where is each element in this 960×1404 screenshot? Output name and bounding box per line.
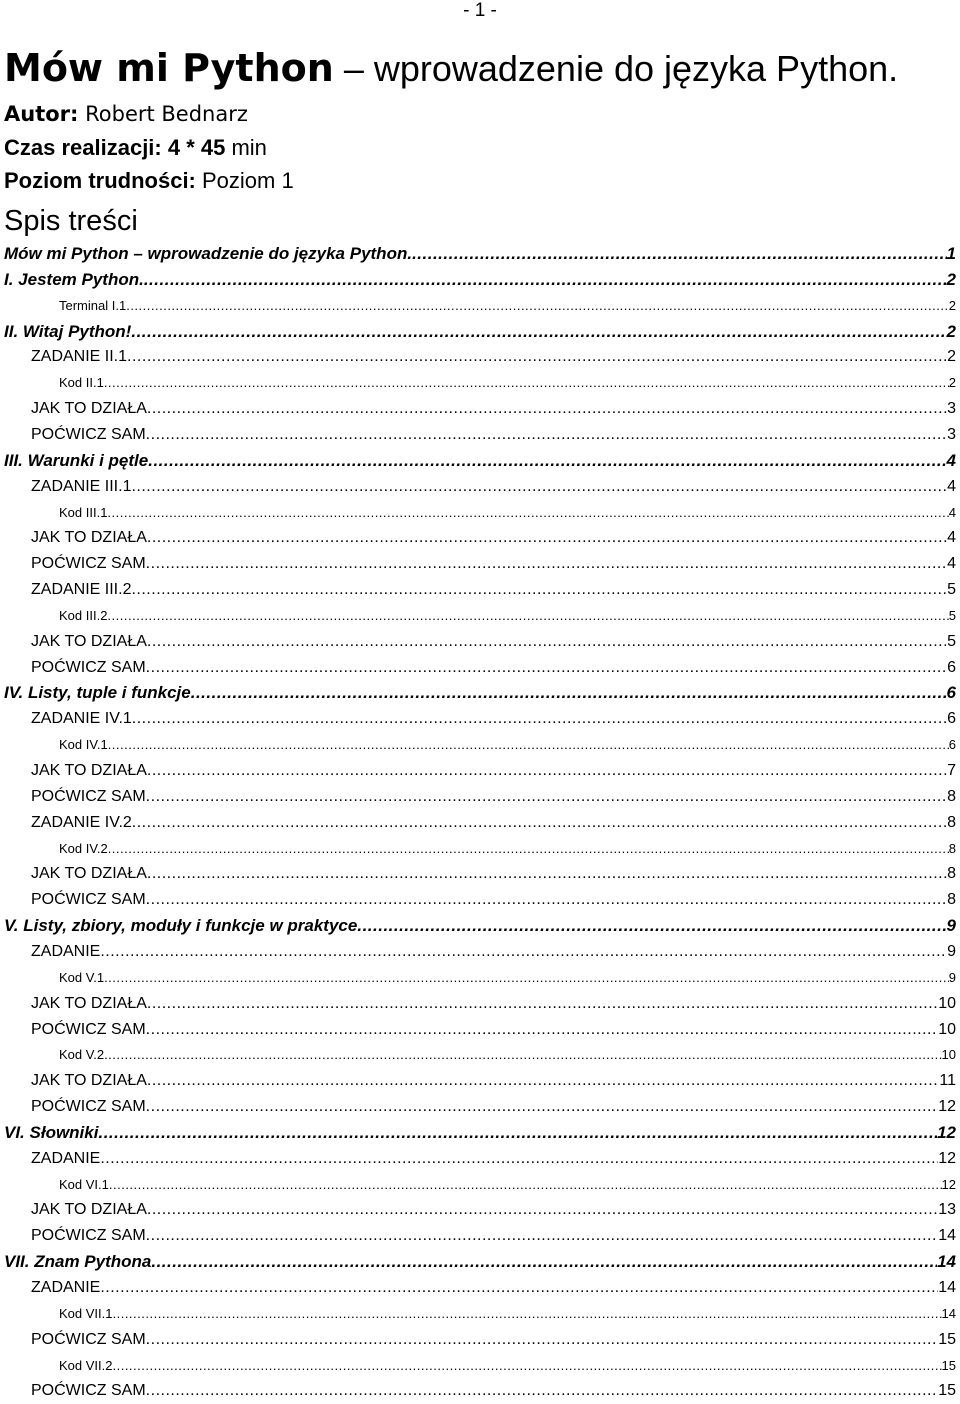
toc-entry-label: III. Warunki i pętle	[4, 451, 149, 470]
toc-entry-label: JAK TO DZIAŁA	[31, 633, 147, 650]
toc-entry-page: 5	[947, 633, 956, 650]
toc-entry[interactable]	[59, 603, 956, 629]
toc-entry-label: ZADANIE III.2	[31, 581, 132, 598]
toc-leader-dots	[108, 836, 949, 862]
toc-entry[interactable]	[31, 1146, 956, 1172]
toc-leader-dots	[147, 1068, 940, 1094]
toc-entry-label: Kod III.2	[59, 608, 108, 623]
toc-entry[interactable]	[59, 500, 956, 526]
toc-entry-label: POĆWICZ SAM	[31, 1382, 146, 1399]
toc-entry-page: 8	[948, 841, 956, 856]
duration-line	[4, 134, 267, 162]
toc-entry-page: 8	[947, 788, 956, 805]
toc-entry-label: POĆWICZ SAM	[31, 426, 146, 443]
page-number: - 1 -	[463, 0, 497, 21]
toc-entry-page: 6	[946, 683, 956, 702]
toc-leader-dots	[144, 267, 947, 293]
toc-entry-label: POĆWICZ SAM	[31, 1331, 146, 1348]
toc-entry-label: ZADANIE	[31, 1279, 101, 1296]
toc-entry-label: JAK TO DZIAŁA	[31, 400, 147, 417]
toc-entry-label: VII. Znam Pythona	[4, 1252, 152, 1271]
toc-leader-dots	[147, 396, 947, 422]
toc-entry[interactable]	[31, 474, 956, 500]
author-value: Robert Bednarz	[78, 102, 248, 126]
toc-entry[interactable]	[31, 1275, 956, 1301]
toc-entry-page: 4	[946, 451, 956, 470]
toc-entry-page: 4	[947, 478, 956, 495]
difficulty-line	[4, 167, 294, 195]
toc-leader-dots	[131, 577, 947, 603]
toc-entry-page: 9	[946, 916, 956, 935]
toc-leader-dots	[132, 810, 947, 836]
toc-entry-label: Kod VII.2	[59, 1358, 113, 1373]
toc-entry-page: 10	[938, 995, 956, 1012]
toc-entry-label: POĆWICZ SAM	[31, 659, 146, 676]
toc-entry-page: 5	[948, 608, 956, 623]
toc-leader-dots	[98, 1120, 937, 1146]
toc-leader-dots	[412, 241, 946, 267]
toc-leader-dots	[131, 319, 946, 345]
toc-entry-label: V. Listy, zbiory, moduły i funkcje w praktyce	[4, 916, 358, 935]
toc-leader-dots	[146, 551, 947, 577]
toc-leader-dots	[147, 991, 938, 1017]
toc-entry-label: II. Witaj Python!	[4, 322, 132, 341]
toc-entry-label: POĆWICZ SAM	[31, 788, 146, 805]
toc-leader-dots	[112, 1301, 941, 1327]
toc-entry-page: 2	[948, 298, 956, 313]
toc-leader-dots	[100, 939, 947, 965]
toc-leader-dots	[146, 1094, 939, 1120]
toc-leader-dots	[151, 1249, 937, 1275]
toc-entry[interactable]	[59, 836, 956, 862]
toc-entry[interactable]	[59, 370, 956, 396]
toc-leader-dots	[146, 1378, 939, 1404]
toc-leader-dots	[107, 603, 948, 629]
toc-entry-page: 4	[948, 505, 956, 520]
toc-entry[interactable]	[4, 241, 956, 267]
toc-entry[interactable]	[4, 913, 956, 939]
toc-entry-label: JAK TO DZIAŁA	[31, 529, 147, 546]
toc-entry-label: Kod V.1	[59, 970, 105, 985]
toc-leader-dots	[104, 370, 949, 396]
toc-entry-page: 2	[947, 348, 956, 365]
toc-leader-dots	[132, 706, 947, 732]
toc-leader-dots	[108, 732, 949, 758]
toc-entry-label: ZADANIE III.1	[31, 478, 132, 495]
toc-entry-label: Kod VII.1	[59, 1306, 113, 1321]
author-line	[4, 100, 248, 128]
toc-entry[interactable]	[31, 784, 956, 810]
toc-leader-dots	[146, 422, 947, 448]
toc-entry[interactable]	[31, 1017, 956, 1043]
toc-entry-label: POĆWICZ SAM	[31, 1098, 146, 1115]
toc-leader-dots	[146, 1327, 939, 1353]
duration-value: min	[225, 135, 267, 160]
toc-entry-page: 6	[947, 659, 956, 676]
toc-leader-dots	[146, 1223, 939, 1249]
toc-entry-page: 2	[946, 322, 956, 341]
toc-entry[interactable]	[59, 965, 956, 991]
toc-entry-label: IV. Listy, tuple i funkcje	[4, 683, 191, 702]
toc-leader-dots	[147, 525, 947, 551]
toc-leader-dots	[109, 1172, 942, 1198]
toc-entry-page: 6	[948, 737, 956, 752]
toc-entry-page: 9	[947, 943, 956, 960]
document-title-main: Mów mi Python	[4, 46, 334, 90]
toc-leader-dots	[127, 344, 947, 370]
toc-entry-page: 8	[947, 814, 956, 831]
toc-heading: Spis treści	[4, 205, 138, 237]
toc-entry-label: I. Jestem Python.	[4, 270, 144, 289]
toc-entry-page: 10	[941, 1047, 956, 1062]
toc-entry[interactable]	[4, 448, 956, 474]
toc-leader-dots	[104, 965, 949, 991]
toc-entry-label: Kod IV.1	[59, 737, 108, 752]
toc-entry[interactable]	[31, 991, 956, 1017]
toc-entry[interactable]	[4, 1120, 956, 1146]
toc-entry[interactable]	[31, 939, 956, 965]
toc-entry-page: 15	[938, 1331, 956, 1348]
toc-entry-label: JAK TO DZIAŁA	[31, 1072, 147, 1089]
toc-leader-dots	[191, 680, 947, 706]
toc-leader-dots	[131, 474, 947, 500]
toc-entry[interactable]	[59, 1042, 956, 1068]
toc-entry-label: Kod VI.1	[59, 1177, 109, 1192]
toc-entry-label: POĆWICZ SAM	[31, 1021, 146, 1038]
toc-entry-page: 8	[947, 865, 956, 882]
toc-entry-label: ZADANIE	[31, 1150, 101, 1167]
toc-entry[interactable]	[4, 1249, 956, 1275]
toc-entry-page: 14	[937, 1252, 956, 1271]
toc-entry-label: VI. Słowniki	[4, 1123, 99, 1142]
toc-entry-page: 14	[938, 1279, 956, 1296]
toc-leader-dots	[107, 500, 948, 526]
toc-entry[interactable]	[59, 1172, 956, 1198]
toc-entry[interactable]	[31, 887, 956, 913]
duration-label: Czas realizacji: 4 * 45	[4, 135, 226, 160]
toc-entry[interactable]	[31, 525, 956, 551]
toc-entry-label: ZADANIE IV.2	[31, 814, 132, 831]
toc-entry-page: 14	[941, 1306, 956, 1321]
toc-entry[interactable]	[31, 396, 956, 422]
toc-entry-page: 4	[947, 529, 956, 546]
toc-entry-page: 12	[938, 1098, 956, 1115]
toc-entry-label: Kod V.2	[59, 1047, 105, 1062]
toc-leader-dots	[104, 1042, 941, 1068]
toc-entry[interactable]	[59, 293, 956, 319]
toc-entry-page: 9	[948, 970, 956, 985]
toc-entry-label: JAK TO DZIAŁA	[31, 865, 147, 882]
toc-entry[interactable]	[31, 655, 956, 681]
toc-leader-dots	[146, 655, 947, 681]
toc-entry-label: Mów mi Python – wprowadzenie do języka Python.	[4, 244, 413, 263]
toc-entry[interactable]	[31, 1197, 956, 1223]
toc-entry-page: 13	[938, 1201, 956, 1218]
toc-entry-page: 12	[937, 1123, 956, 1142]
toc-entry[interactable]	[59, 1353, 956, 1379]
toc-entry-page: 3	[947, 400, 956, 417]
toc-entry[interactable]	[31, 1378, 956, 1404]
toc-leader-dots	[147, 861, 947, 887]
toc-entry[interactable]	[4, 319, 956, 345]
toc-entry[interactable]	[4, 680, 956, 706]
toc-leader-dots	[100, 1146, 938, 1172]
toc-entry[interactable]	[31, 1327, 956, 1353]
toc-entry-page: 2	[948, 375, 956, 390]
toc-entry[interactable]	[31, 1223, 956, 1249]
toc-entry[interactable]	[31, 861, 956, 887]
toc-entry-label: ZADANIE	[31, 943, 101, 960]
toc-entry[interactable]	[31, 1068, 956, 1094]
toc-entry-page: 15	[941, 1358, 956, 1373]
toc-entry[interactable]	[31, 1094, 956, 1120]
toc-entry[interactable]	[31, 706, 956, 732]
toc-entry[interactable]	[31, 810, 956, 836]
toc-entry-label: POĆWICZ SAM	[31, 1227, 146, 1244]
toc-entry-page: 2	[946, 270, 956, 289]
toc-entry[interactable]	[31, 577, 956, 603]
difficulty-value: Poziom 1	[195, 168, 294, 193]
toc-entry-label: Kod II.1	[59, 375, 104, 390]
toc-leader-dots	[126, 293, 949, 319]
document-title-subtitle: – wprowadzenie do języka Python.	[333, 48, 899, 89]
toc-entry-label: JAK TO DZIAŁA	[31, 995, 147, 1012]
toc-entry-label: Terminal I.1	[59, 298, 127, 313]
toc-leader-dots	[112, 1353, 941, 1379]
toc-entry-page: 8	[947, 891, 956, 908]
toc-entry[interactable]	[31, 758, 956, 784]
toc-entry-page: 1	[946, 244, 956, 263]
toc-entry-label: JAK TO DZIAŁA	[31, 1201, 147, 1218]
author-label: Autor:	[4, 102, 79, 126]
toc-entry-label: Kod III.1	[59, 505, 108, 520]
toc-entry-page: 15	[938, 1382, 956, 1399]
toc-entry-label: JAK TO DZIAŁA	[31, 762, 147, 779]
toc-entry-page: 6	[947, 710, 956, 727]
toc-entry-page: 11	[939, 1072, 956, 1089]
toc-entry-label: Kod IV.2	[59, 841, 108, 856]
toc-entry[interactable]	[59, 732, 956, 758]
toc-leader-dots	[357, 913, 946, 939]
toc-entry-page: 12	[941, 1177, 956, 1192]
toc-entry[interactable]	[4, 267, 956, 293]
toc-leader-dots	[146, 1017, 939, 1043]
toc-entry-label: POĆWICZ SAM	[31, 891, 146, 908]
toc-leader-dots	[147, 1197, 938, 1223]
toc-entry-page: 14	[938, 1227, 956, 1244]
document-title	[4, 44, 898, 101]
toc-entry[interactable]	[31, 551, 956, 577]
toc-entry-page: 10	[938, 1021, 956, 1038]
toc-entry-label: ZADANIE II.1	[31, 348, 128, 365]
toc-entry[interactable]	[59, 1301, 956, 1327]
toc-entry[interactable]	[31, 629, 956, 655]
toc-entry-label: ZADANIE IV.1	[31, 710, 132, 727]
toc-leader-dots	[146, 887, 947, 913]
toc-entry-page: 12	[938, 1150, 956, 1167]
toc-entry[interactable]	[31, 344, 956, 370]
toc-leader-dots	[100, 1275, 938, 1301]
toc-leader-dots	[147, 758, 947, 784]
toc-leader-dots	[147, 629, 947, 655]
difficulty-label: Poziom trudności:	[4, 168, 196, 193]
toc-entry-label: POĆWICZ SAM	[31, 555, 146, 572]
toc-entry[interactable]	[31, 422, 956, 448]
toc-entry-page: 7	[947, 762, 956, 779]
toc-entry-page: 4	[947, 555, 956, 572]
toc-leader-dots	[146, 784, 947, 810]
toc-entry-page: 3	[947, 426, 956, 443]
toc-leader-dots	[148, 448, 946, 474]
toc-entry-page: 5	[947, 581, 956, 598]
